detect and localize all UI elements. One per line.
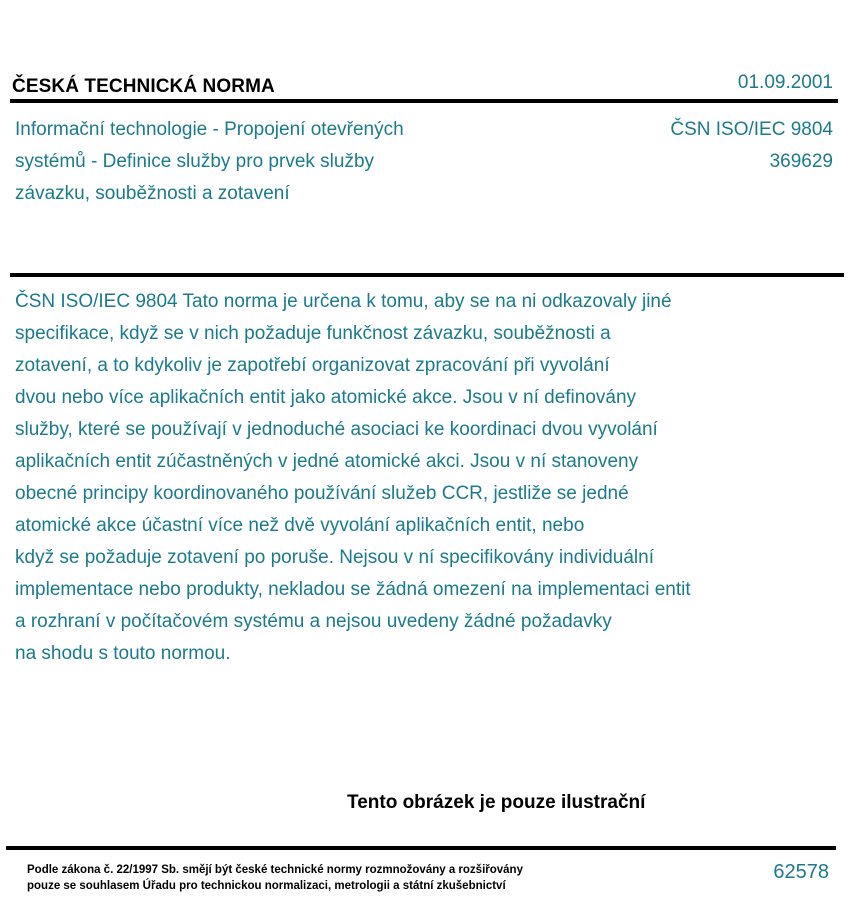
abstract-line: zotavení, a to kdykoliv je zapotřebí organizovat zpracování při vyvolání (15, 355, 610, 376)
standard-title-line: závazku, souběžnosti a zotavení (15, 183, 290, 204)
document-type-title: ČESKÁ TECHNICKÁ NORMA (12, 76, 275, 97)
abstract-line: a rozhraní v počítačovém systému a nejsou uvedeny žádné požadavky (15, 611, 612, 632)
standard-title-line: systémů - Definice služby pro prvek služby (15, 151, 375, 172)
standard-title-line: Informační technologie - Propojení otevřených (15, 119, 404, 140)
publication-date: 01.09.2001 (737, 72, 833, 93)
abstract-line: implementace nebo produkty, nekladou se žádná omezení na implementaci entit (15, 579, 691, 600)
abstract-line: služby, které se používají v jednoduché asociaci ke koordinaci dvou vyvolání (15, 419, 658, 440)
abstract-line: obecné principy koordinovaného používání služeb CCR, jestliže se jedné (15, 483, 629, 504)
abstract-line: atomické akce účastní více než dvě vyvolání aplikačních entit, nebo (15, 515, 585, 536)
illustrative-note: Tento obrázek je pouze ilustrační (347, 792, 646, 813)
legal-notice (27, 862, 523, 894)
section-divider (10, 273, 844, 277)
standard-code: ČSN ISO/IEC 9804 (670, 119, 833, 140)
abstract-line: dvou nebo více aplikačních entit jako atomické akce. Jsou v ní definovány (15, 387, 637, 408)
abstract-line: když se požaduje zotavení po poruše. Nejsou v ní specifikovány individuální (15, 547, 654, 568)
standard-title (15, 114, 485, 210)
header-divider (10, 99, 838, 103)
class-number: 369629 (769, 151, 833, 172)
legal-notice-line: Podle zákona č. 22/1997 Sb. smějí být české technické normy rozmnožovány a rozšiřovány (27, 864, 523, 876)
abstract-text (15, 286, 835, 670)
abstract-line: specifikace, když se v nich požaduje funkčnost závazku, souběžnosti a (15, 323, 611, 344)
abstract-line: ČSN ISO/IEC 9804 Tato norma je určena k tomu, aby se na ni odkazovaly jiné (15, 291, 672, 312)
abstract-line: aplikačních entit zúčastněných v jedné atomické akci. Jsou v ní stanoveny (15, 451, 639, 472)
standard-identifiers (670, 114, 833, 178)
abstract-line: na shodu s touto normou. (15, 643, 231, 664)
document-number: 62578 (773, 861, 829, 883)
legal-notice-line: pouze se souhlasem Úřadu pro technickou normalizaci, metrologii a státní zkušebnictví (27, 880, 506, 892)
footer-divider (6, 846, 836, 850)
